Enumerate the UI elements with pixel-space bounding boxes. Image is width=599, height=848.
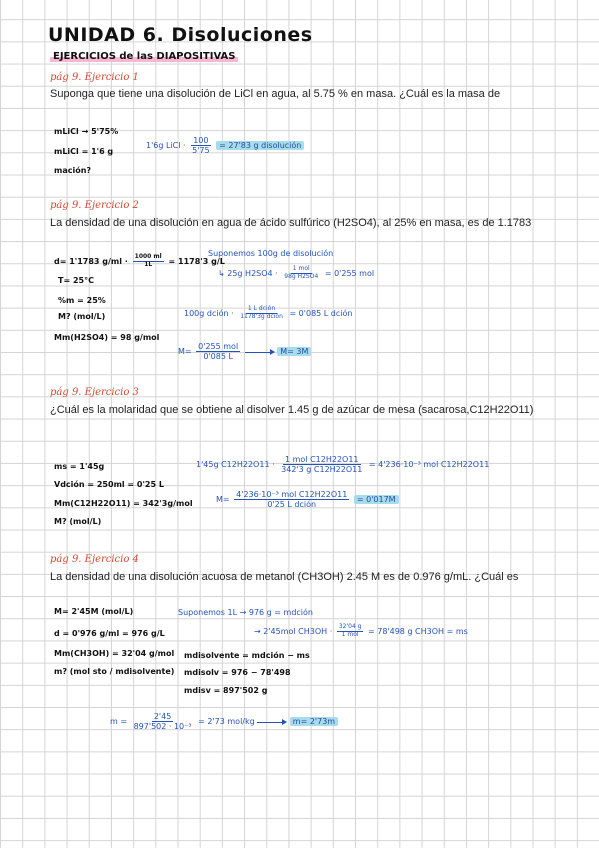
ex1-data-mass: mLiCl = 1'6 g bbox=[54, 147, 114, 156]
page-subtitle: EJERCICIOS de las DIAPOSITIVAS bbox=[50, 51, 238, 62]
ex3-molar-mass: Mm(C12H22O11) = 342'3g/mol bbox=[54, 499, 193, 508]
ex3-volume: Vdción = 250ml = 0'25 L bbox=[54, 480, 164, 489]
ex2-molar-mass: Mm(H2SO4) = 98 g/mol bbox=[54, 333, 160, 342]
ex2-molarity-calc bbox=[178, 342, 311, 361]
ex2-unknown: M? (mol/L) bbox=[58, 312, 106, 321]
ex1-calculation bbox=[146, 136, 304, 155]
ex3-c2-numerator: 4'236·10⁻³ mol C12H22O11 bbox=[236, 490, 348, 499]
ex4-solvent-subst: mdisolv = 976 − 78'498 bbox=[184, 668, 291, 677]
ex4-f-numerator: 2'45 bbox=[153, 712, 172, 721]
page-title: UNIDAD 6. Disoluciones bbox=[48, 24, 313, 46]
ex2-step1-prefix: ↳ 25g H2SO4 · bbox=[218, 268, 278, 278]
ex2-step1-result: = 0'255 mol bbox=[324, 268, 375, 278]
ex1-calc-denominator: 5'75 bbox=[192, 146, 210, 156]
exercise-2-heading: pág 9. Ejercicio 2 bbox=[50, 200, 139, 211]
ex1-data-unknown: mación? bbox=[54, 166, 92, 175]
ex4-l2-result: = 78'498 g CH3OH = ms bbox=[368, 626, 468, 636]
ex3-c1-denominator: 342'3 g C12H22O11 bbox=[281, 465, 363, 475]
ex2-mass-percent: %m = 25% bbox=[58, 296, 106, 305]
ex4-step-mass bbox=[254, 624, 468, 639]
ex3-c2-denominator: 0'25 L dción bbox=[267, 500, 317, 510]
ex4-l2-prefix: → 2'45mol CH3OH · bbox=[254, 626, 333, 636]
ex3-c1-result: = 4'236·10⁻³ mol C12H22O11 bbox=[368, 460, 490, 470]
ex2-step2-denominator: 1178'3g dción bbox=[240, 312, 283, 320]
ex2-res-numerator: 0'255 mol bbox=[198, 342, 239, 351]
ex3-solute-mass: ms = 1'45g bbox=[54, 462, 105, 471]
ex3-unknown: M? (mol/L) bbox=[54, 517, 102, 526]
ex4-suppose: Suponemos 1L → 976 g = mdción bbox=[178, 608, 313, 617]
ex4-molar-mass: Mm(CH3OH) = 32'04 g/mol bbox=[54, 649, 175, 658]
ex4-f-prefix: m = bbox=[110, 717, 128, 727]
ex1-calc-numerator: 100 bbox=[193, 136, 209, 145]
ex2-step2-prefix: 100g dción · bbox=[184, 308, 234, 318]
ex4-solvent-mass: mdisv = 897'502 g bbox=[184, 686, 268, 695]
ex3-molarity-calc bbox=[216, 490, 399, 509]
ex2-density-numerator: 1000 ml bbox=[134, 253, 162, 260]
ex2-step2 bbox=[184, 306, 352, 321]
exercise-4-heading: pág 9. Ejercicio 4 bbox=[50, 554, 139, 565]
ex2-density-denominator: 1L bbox=[144, 260, 153, 268]
ex4-result: m= 2'73m bbox=[290, 717, 338, 726]
arrow-icon bbox=[245, 349, 275, 355]
ex2-step1-denominator: 98g H2SO4 bbox=[284, 272, 319, 280]
ex2-density-result: = 1178'3 g/L bbox=[168, 256, 225, 266]
ex4-unknown: m? (mol sto / mdisolvente) bbox=[54, 667, 175, 676]
ex2-step2-numerator: 1 L dción bbox=[247, 305, 276, 312]
exercise-3-statement: ¿Cuál es la molaridad que se obtiene al disolver 1.45 g de azúcar de mesa (sacarosa,C12H22O11) bbox=[50, 404, 534, 416]
ex4-l2-denominator: 1 mol bbox=[341, 630, 359, 638]
arrow-icon bbox=[257, 719, 287, 725]
ex3-c1-prefix: 1'45g C12H22O11 · bbox=[196, 460, 275, 470]
ex4-l2-numerator: 32'04 g bbox=[338, 623, 362, 630]
ex2-step1 bbox=[218, 266, 374, 281]
ex4-f-result: = 2'73 mol/kg bbox=[198, 717, 255, 727]
ex2-density-prefix: d= 1'1783 g/ml · bbox=[54, 256, 128, 266]
exercise-2-statement: La densidad de una disolución en agua de ácido sulfúrico (H2SO4), al 25% en masa, es de 1.1783 bbox=[50, 217, 532, 229]
ex3-moles-calc bbox=[196, 455, 489, 474]
ex2-suppose: Suponemos 100g de disolución bbox=[208, 249, 334, 258]
ex3-result: = 0'017M bbox=[354, 495, 399, 504]
exercise-1-statement: Suponga que tiene una disolución de LiCl en agua, al 5.75 % en masa. ¿Cuál es la masa de bbox=[50, 88, 501, 100]
ex1-result: = 27'83 g disolución bbox=[216, 141, 304, 150]
ex4-density: d = 0'976 g/ml = 976 g/L bbox=[54, 629, 165, 638]
ex3-c2-prefix: M= bbox=[216, 495, 230, 505]
ex2-res-denominator: 0'085 L bbox=[203, 352, 233, 362]
exercise-4-statement: La densidad de una disolución acuosa de metanol (CH3OH) 2.45 M es de 0.976 g/mL. ¿Cuál es bbox=[50, 571, 519, 583]
ex3-c1-numerator: 1 mol C12H22O11 bbox=[284, 455, 359, 464]
ex1-calc-prefix: 1'6g LiCl · bbox=[146, 141, 186, 151]
ex2-step1-numerator: 1 mol bbox=[292, 265, 310, 272]
ex4-molarity: M= 2'45M (mol/L) bbox=[54, 607, 134, 616]
ex2-res-prefix: M= bbox=[178, 347, 192, 357]
ex2-step2-result: = 0'085 L dción bbox=[289, 308, 353, 318]
ex1-data-percent: mLiCl → 5'75% bbox=[54, 127, 119, 136]
exercise-3-heading: pág 9. Ejercicio 3 bbox=[50, 387, 139, 398]
ex4-molality-calc bbox=[110, 712, 338, 731]
ex2-result: M= 3M bbox=[277, 347, 311, 356]
ex4-solvent-formula: mdisolvente = mdción − ms bbox=[184, 651, 310, 660]
ex2-density bbox=[54, 254, 225, 269]
ex4-f-denominator: 897'502 · 10⁻³ bbox=[133, 722, 192, 732]
ex2-temperature: T= 25°C bbox=[58, 276, 94, 285]
exercise-1-heading: pág 9. Ejercicio 1 bbox=[50, 72, 139, 83]
